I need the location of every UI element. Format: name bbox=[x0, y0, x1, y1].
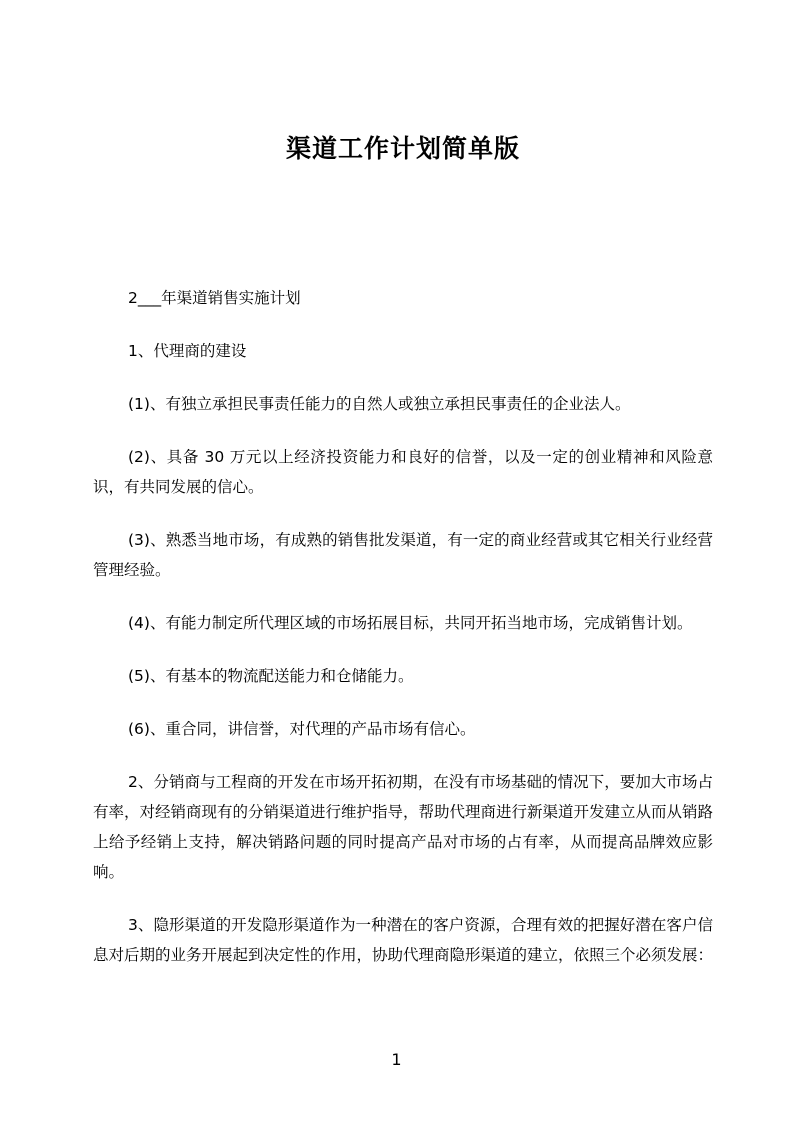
paragraph-item-6: (6)、重合同，讲信誉，对代理的产品市场有信心。 bbox=[128, 720, 476, 738]
page-number: 1 bbox=[391, 1050, 402, 1069]
document-title: 渠道工作计划简单版 bbox=[285, 134, 520, 163]
page-footer bbox=[0, 1048, 793, 1072]
paragraph-item-5: (5)、有基本的物流配送能力和仓储能力。 bbox=[128, 667, 414, 685]
paragraph-item-2: (2)、具备 30 万元以上经济投资能力和良好的信誉，以及一定的创业精神和风险意识，有共同发展的信心。 bbox=[93, 448, 713, 496]
paragraph-item-4: (4)、有能力制定所代理区域的市场拓展目标，共同开拓当地市场，完成销售计划。 bbox=[128, 614, 693, 632]
paragraph-section-2: 2、分销商与工程商的开发在市场开拓初期，在没有市场基础的情况下，要加大市场占有率，对经销商现有的分销渠道进行维护指导，帮助代理商进行新渠道开发建立从而从销路上给予经销上支持，解决销路问题的同时提高产品对市场的占有率，从而提高品牌效应影响。 bbox=[93, 773, 714, 881]
paragraph-item-3: (3)、熟悉当地市场，有成熟的销售批发渠道，有一定的商业经营或其它相关行业经营管理经验。 bbox=[93, 531, 713, 579]
paragraph-plan-heading: 2___年渠道销售实施计划 bbox=[128, 289, 301, 307]
paragraph-section-3: 3、隐形渠道的开发隐形渠道作为一种潜在的客户资源，合理有效的把握好潜在客户信息对后期的业务开展起到决定性的作用，协助代理商隐形渠道的建立，依照三个必须发展： bbox=[93, 916, 714, 964]
paragraph-item-1: (1)、有独立承担民事责任能力的自然人或独立承担民事责任的企业法人。 bbox=[128, 395, 631, 413]
paragraph-section-1-heading: 1、代理商的建设 bbox=[128, 342, 247, 360]
